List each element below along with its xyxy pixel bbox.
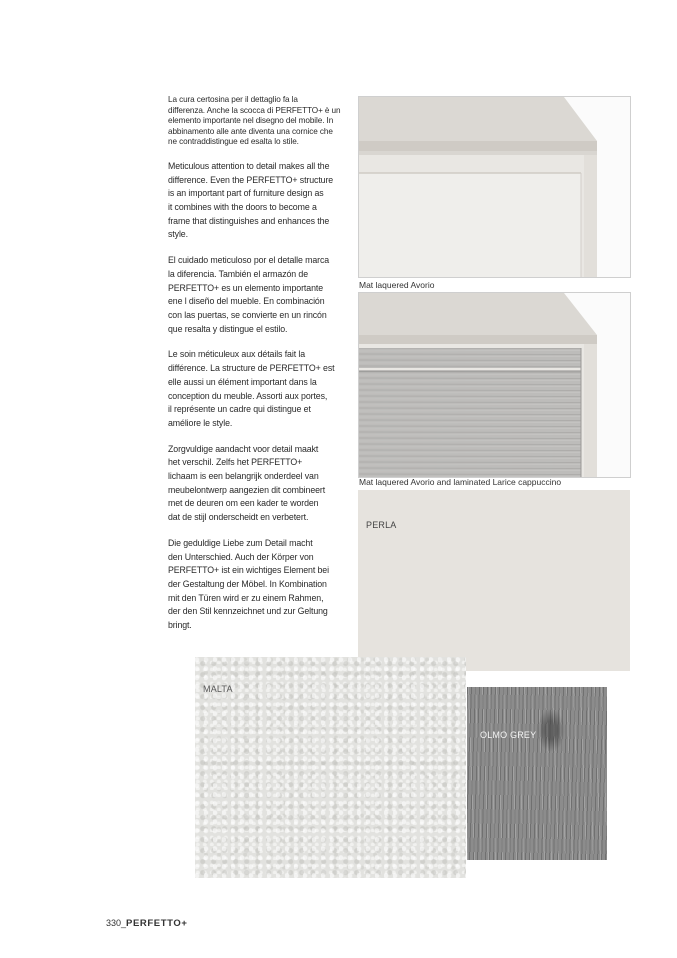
brand-logo: PERFETTO+ xyxy=(126,918,188,929)
paragraph-english: Meticulous attention to detail makes all the difference. Even the PERFETTO+ structure is an important part of furniture design as it combines with the doors to become a frame that distinguishes and enhances the style. xyxy=(168,160,334,240)
swatch-perla xyxy=(358,490,630,671)
page-footer xyxy=(106,918,187,929)
description-text-column xyxy=(168,95,348,645)
page-number: 330_ xyxy=(106,918,127,928)
swatch-olmo-grey xyxy=(467,687,607,860)
photo-caption: Mat laquered Avorio and laminated Larice cappuccino xyxy=(359,477,562,487)
cabinet-photo-avorio xyxy=(358,96,631,278)
paragraph-dutch: Zorgvuldige aandacht voor detail maakt het verschil. Zelfs het PERFETTO+ lichaam is een belangrijk onderdeel van meubelontwerp aangezien dit combineert met de deuren om een kader te worden dat de stijl onderscheidt en verbetert. xyxy=(168,443,326,523)
paragraph-french: Le soin méticuleux aux détails fait la différence. La structure de PERFETTO+ est elle aussi un élément important dans la conception du meuble. Assorti aux portes, il représente un cadre qui distingue et améliore le style. xyxy=(168,349,335,428)
swatch-label-olmo-grey: OLMO GREY xyxy=(480,730,537,740)
paragraph-german: Die geduldige Liebe zum Detail macht den Unterschied. Auch der Körper von PERFETTO+ ist ein wichtiges Element bei der Gestaltung der Möbel. In Kombination mit den Türen wird er zu einem Rahmen, der den Stil kennzeichnet und zur Geltung bringt. xyxy=(168,537,329,631)
cabinet-avorio-illustration xyxy=(359,97,630,277)
swatch-label-perla: PERLA xyxy=(366,520,397,530)
cabinet-larice-illustration xyxy=(359,293,630,477)
paragraph-italian: La cura certosina per il dettaglio fa la differenza. Anche la scocca di PERFETTO+ è un elemento importante nel disegno del mobile. In abbinamento alle ante diventa una cornice che ne contraddistingue ed esalta lo stile. xyxy=(168,95,341,147)
swatch-malta xyxy=(195,657,466,878)
paragraph-spanish: El cuidado meticuloso por el detalle marca la diferencia. También el armazón de PERFETTO+ es un elemento importante ene l diseño del mueble. En combinación con las puertas, se convierte en un rincón que resalta y distingue el estilo. xyxy=(168,255,330,334)
cabinet-photo-avorio-larice xyxy=(358,292,631,478)
photo-caption: Mat laquered Avorio xyxy=(359,280,435,290)
swatch-label-malta: MALTA xyxy=(203,684,233,694)
